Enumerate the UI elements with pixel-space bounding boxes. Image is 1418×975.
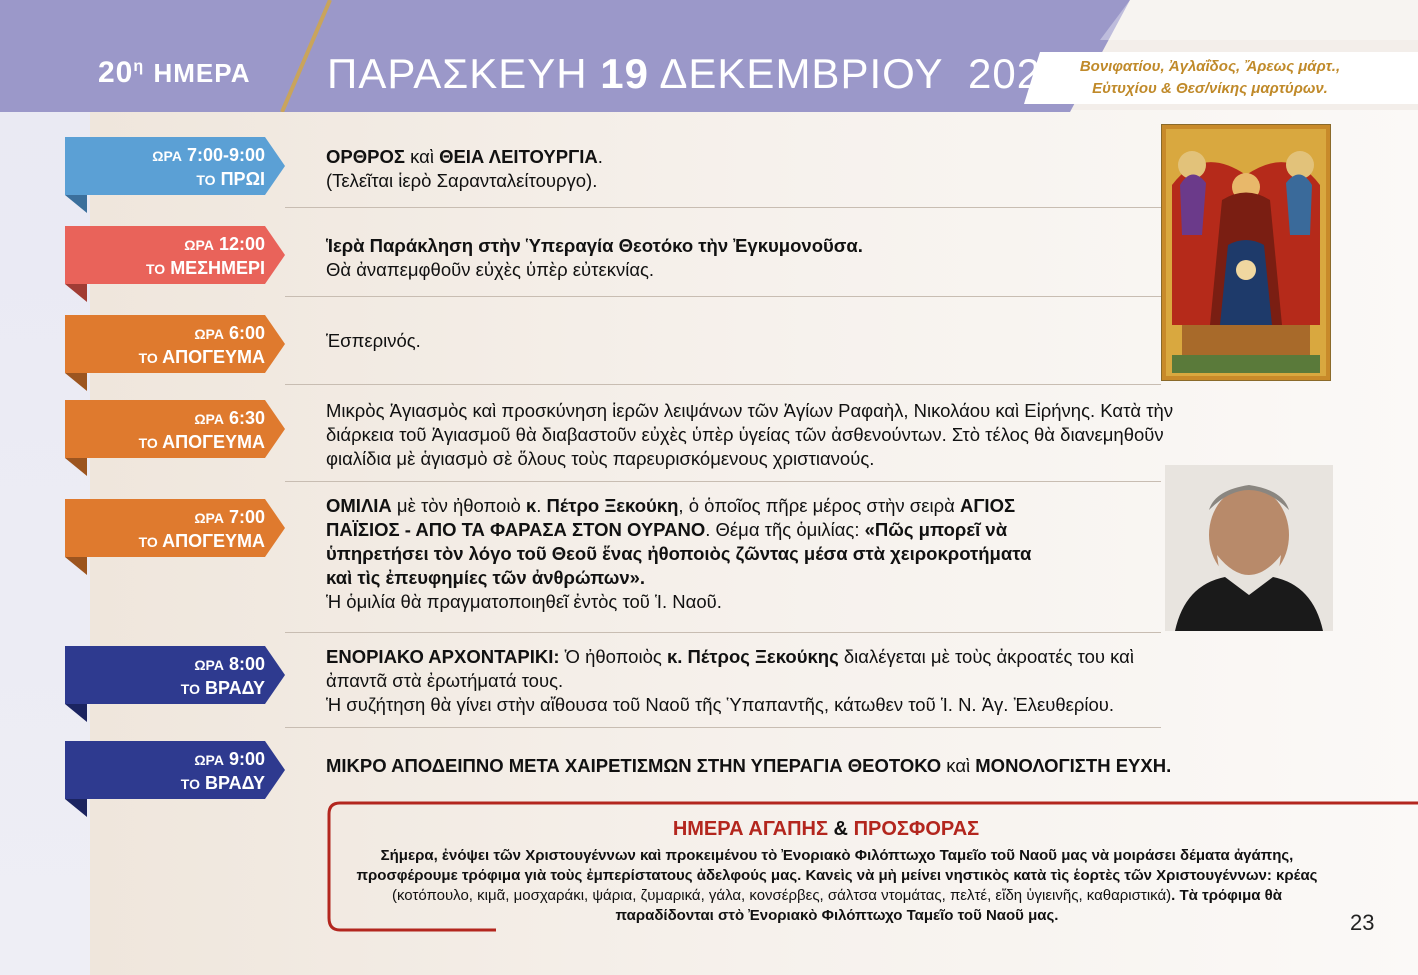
time-slot-3 [65,315,285,373]
period-label: ΠΡΩΙ [220,169,265,189]
time-value: 12:00 [218,234,265,254]
date-title [327,50,1065,98]
time-label: ΩΡΑ [194,657,224,673]
event-7-bold-2: ΜΟΝΟΛΟΓΙΣΤΗ ΕΥΧΗ. [975,755,1172,776]
day-number-title [98,56,250,90]
event-5-bold-6: «Πῶς μπορεῖ νὰ [864,519,1008,540]
time-slot-7 [65,741,285,799]
period-prefix: ΤΟ [138,435,158,451]
period-label: ΒΡΑΔΥ [205,773,265,793]
theotokos-icon-image [1161,124,1331,381]
agape-text [348,846,1326,926]
event-6-line-2: ἀπαντᾶ στὰ ἐρωτήματά τους. [326,670,564,691]
period-prefix: ΤΟ [180,776,200,792]
event-6-text-2: διαλέγεται μὲ τοὺς ἀκροατές του καὶ [838,646,1134,667]
event-7 [326,754,1171,778]
time-value: 6:30 [228,408,265,428]
agape-offering-box [326,800,1418,935]
agape-title-amp: & [828,818,854,840]
period-label: ΜΕΣΗΜΕΡΙ [170,258,265,278]
event-5-text-1: μὲ τὸν ἠθοποιὸ [391,495,526,516]
speaker-photo [1165,465,1333,631]
divider [285,207,1161,208]
event-7-bold-1: ΜΙΚΡΟ ΑΠΟΔΕΙΠΝΟ ΜΕΤΑ ΧΑΙΡΕΤΙΣΜΩΝ ΣΤΗΝ ΥΠΕΡΑΓΙΑ ΘΕΟΤΟΚΟ [326,755,942,776]
divider [285,296,1161,297]
event-1-text-1: καὶ [404,146,440,167]
day-ordinal: η [133,58,145,75]
event-5-bold-5: ΠΑΪΣΙΟΣ - ΑΠΟ ΤΑ ΦΑΡΑΣΑ ΣΤΟΝ ΟΥΡΑΝΟ [326,519,706,540]
event-5-bold-3: Πέτρο Ξεκούκη [546,495,679,516]
event-5-bold-2: κ [525,495,537,516]
time-slot-6 [65,646,285,704]
event-7-text-1: καὶ [941,755,976,776]
event-5-text-2: . [536,495,547,516]
event-4-line-3: φιαλίδια μὲ ἁγιασμὸ σὲ ὅλους τοὺς παρευρισκόμενους χριστιανούς. [326,448,875,469]
divider [285,481,1161,482]
period-label: ΒΡΑΔΥ [205,678,265,698]
period-prefix: ΤΟ [145,261,166,277]
agape-bold-1: Σήμερα, ἐνόψει τῶν Χριστουγέννων καὶ προκειμένου τὸ Ἐνοριακὸ Φιλόπτωχο Ταμεῖο τοῦ Ναοῦ μας νὰ μοιράσει δέματα ἀγάπης, προσφέρουμε τρόφιμα γιὰ τοὺς ἐμπερίστατους ἀδελφούς μας. Κανεὶς νὰ μὴ μείνει νηστικὸς κατὰ τὶς ἑορτὲς τῶν Χριστουγέννων: κρέας [356,847,1318,884]
agape-text-1: (κοτόπουλο, κιμᾶ, μοσχαράκι, ψάρια, ζυμαρικά, γάλα, κονσέρβες, σάλτσα ντομάτας, πελτέ, εἴδη ὑγιεινῆς, καθαριστικά) [392,887,1172,904]
period-prefix: ΤΟ [196,172,216,188]
time-value: 7:00-9:00 [186,145,265,165]
time-slot-4 [65,400,285,458]
divider [285,384,1161,385]
event-3-text: Ἑσπερινός. [326,330,421,351]
event-1-bold-1: ΟΡΘΡΟΣ [326,146,405,167]
day-number: 20 [98,56,134,89]
event-5-text-3: , ὁ ὁποῖος πῆρε μέρος στὴν σειρὰ [678,495,960,516]
period-label: ΑΠΟΓΕΥΜΑ [162,531,265,551]
period-prefix: ΤΟ [180,681,200,697]
event-2-line-2: Θὰ ἀναπεμφθοῦν εὐχὲς ὑπὲρ εὐτεκνίας. [326,259,655,280]
event-6 [326,645,1336,717]
saints-of-day [1030,56,1390,100]
event-4 [326,399,1336,471]
time-value: 8:00 [228,654,265,674]
agape-bold-2: . Τὰ τρόφιμα θὰ παραδίδονται στὸ Ἐνοριακὸ Φιλόπτωχο Ταμεῖο τοῦ Ναοῦ μας. [615,887,1282,924]
event-6-bold-1: ΕΝΟΡΙΑΚΟ ΑΡΧΟΝΤΑΡΙΚΙ: [326,646,560,667]
agape-title-a: ΗΜΕΡΑ ΑΓΑΠΗΣ [672,818,828,840]
event-6-bold-2: κ. Πέτρος Ξεκούκης [666,646,839,667]
event-5-bold-4: ΑΓΙΟΣ [959,495,1016,516]
event-5-line-5: Ἡ ὁμιλία θὰ πραγματοποιηθεῖ ἐντὸς τοῦ Ἱ. Ναοῦ. [326,591,722,612]
time-label: ΩΡΑ [194,326,224,342]
time-label: ΩΡΑ [194,510,224,526]
period-prefix: ΤΟ [138,534,158,550]
saints-line-2: Εὐτυχίου & Θεσ/νίκης μαρτύρων. [1092,80,1328,97]
saints-line-1: Βονιφατίου, Ἀγλαΐδος, Ἄρεως μάρτ., [1079,58,1341,75]
divider [285,632,1161,633]
time-value: 7:00 [228,507,265,527]
event-2-bold: Ἱερὰ Παράκληση στὴν Ὑπεραγία Θεοτόκο τὴν Ἐγκυμονοῦσα. [326,235,863,256]
time-label: ΩΡΑ [184,237,214,253]
event-1-line-2: (Τελεῖται ἱερὸ Σαρανταλείτουργο). [326,170,598,191]
event-1 [326,145,603,193]
event-2 [326,234,863,282]
period-label: ΑΠΟΓΕΥΜΑ [162,347,265,367]
time-slot-5 [65,499,285,557]
time-value: 6:00 [228,323,265,343]
page-number: 23 [1350,910,1375,935]
event-1-text-2: . [597,146,603,167]
event-6-line-3: Ἡ συζήτηση θὰ γίνει στὴν αἴθουσα τοῦ Ναοῦ τῆς Ὑπαπαντῆς, κάτωθεν τοῦ Ἱ. Ν. Ἁγ. Ἐλευθερίου. [326,694,1115,715]
time-label: ΩΡΑ [194,752,224,768]
event-4-line-1: Μικρὸς Ἁγιασμὸς καὶ προσκύνηση ἱερῶν λειψάνων τῶν Ἁγίων Ραφαὴλ, Νικολάου καὶ Εἰρήνης. Κατὰ τὴν [326,400,1174,421]
time-label: ΩΡΑ [152,148,182,164]
event-4-line-2: διάρκεια τοῦ Ἁγιασμοῦ θὰ διαβαστοῦν εὐχὲς ὑπὲρ ὑγείας τῶν ἀσθενούντων. Στὸ τέλος θὰ διανεμηθοῦν [326,424,1164,445]
event-5-bold-7: ὑπηρετήσει τὸν λόγο τοῦ Θεοῦ ἕνας ἠθοποιὸς ζῶντας μέσα στὰ χειροκροτήματα [326,543,1032,564]
event-5 [326,494,1156,614]
agape-title [326,818,1326,841]
time-label: ΩΡΑ [194,411,224,427]
event-5-bold-8: καὶ τὶς ἐπευφημίες τῶν ἀνθρώπων». [326,567,646,588]
event-6-text-1: Ὁ ἠθοποιὸς [559,646,667,667]
period-label: ΑΠΟΓΕΥΜΑ [162,432,265,452]
date-month-year: ΔΕΚΕΜΒΡΙΟΥ 2025 [659,50,1066,97]
time-slot-1 [65,137,285,195]
event-5-bold-1: ΟΜΙΛΙΑ [326,495,392,516]
time-slot-2 [65,226,285,284]
event-3 [326,329,421,353]
date-day: 19 [600,50,649,97]
event-5-text-4: . Θέμα τῆς ὁμιλίας: [705,519,865,540]
time-value: 9:00 [228,749,265,769]
event-1-bold-2: ΘΕΙΑ ΛΕΙΤΟΥΡΓΙΑ [439,146,598,167]
divider [285,727,1161,728]
period-prefix: ΤΟ [138,350,158,366]
day-word: ΗΜΕΡΑ [153,58,251,88]
agape-title-b: ΠΡΟΣΦΟΡΑΣ [853,818,980,840]
date-weekday: ΠΑΡΑΣΚΕΥΗ [327,50,588,97]
